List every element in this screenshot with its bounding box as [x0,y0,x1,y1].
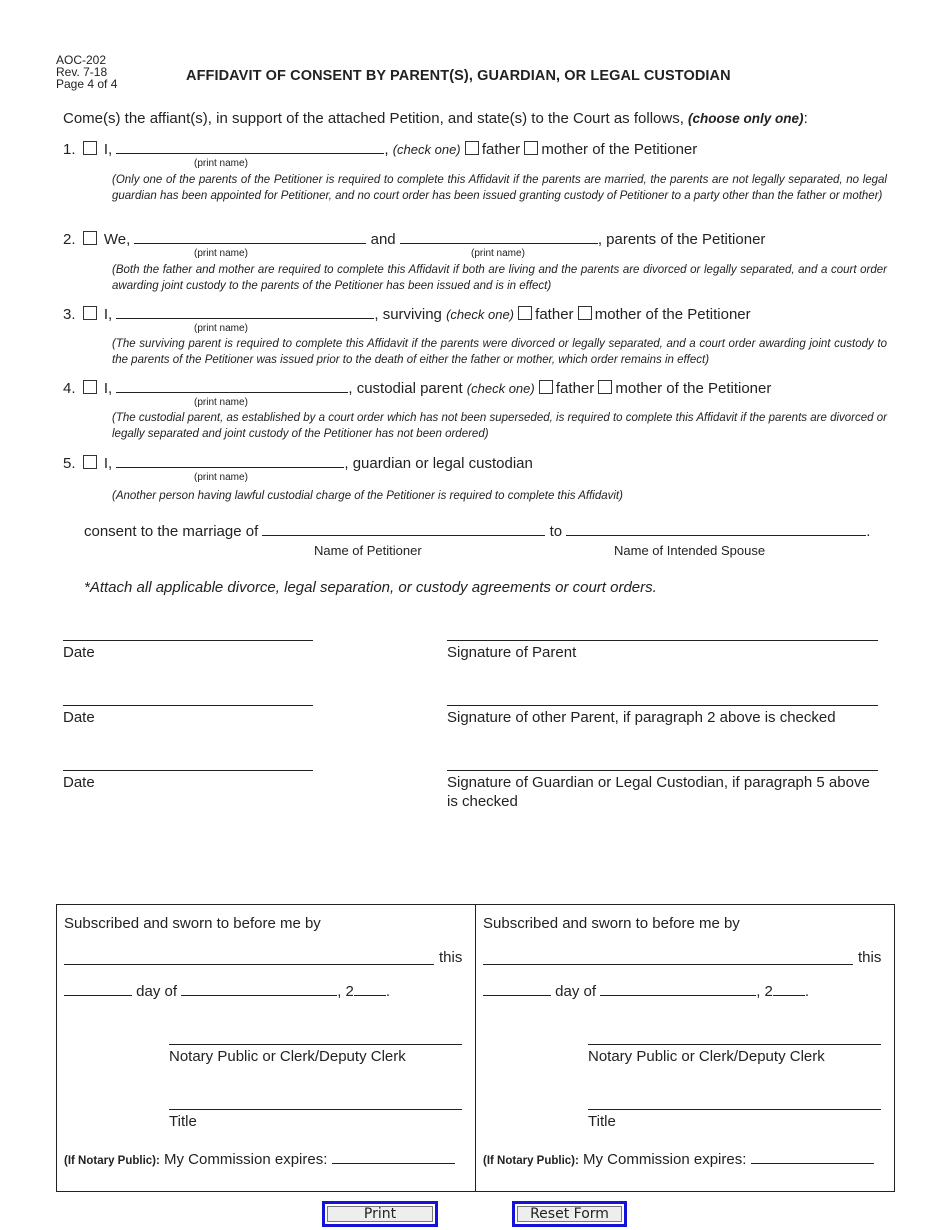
reset-form-button[interactable] [512,1201,627,1227]
intro-text [63,110,808,127]
commission-label: My Commission expires: [583,1151,747,1168]
option-3-checkbox[interactable] [83,306,97,320]
year-prefix: , 2 [756,983,773,1000]
notary-divider [475,905,476,1191]
option-4-row [63,380,771,397]
form-code: AOC-202 [56,53,107,67]
option-1-row: 1. I, , (check one) father mother of the Petitioner [63,141,698,158]
option-4-checkbox[interactable] [83,380,97,394]
option-pronoun: We, [103,231,131,248]
option-4-father-checkbox[interactable] [539,380,553,394]
option-2-row [63,231,765,248]
guardian-signature-line[interactable] [447,770,878,771]
option-5-row [63,455,533,472]
option-5-name-field[interactable] [116,467,344,468]
sworn-name-field-right[interactable] [483,964,853,965]
sworn-label-right: Subscribed and sworn to before me by [483,915,740,932]
option-3-suffix: , surviving [374,306,442,323]
option-2-note: (Both the father and mother are required to complete this Affidavit if both are living and the parents are divorced or legally separated, and a court order awarding joint custody to the parents of the Petitioner has been issued and is in effect) [112,264,887,292]
print-name-caption: (print name) [471,248,525,259]
sworn-label-left: Subscribed and sworn to before me by [64,915,321,932]
option-1-note: (Only one of the parents of the Petitioner is required to complete this Affidavit if the parents are married, the parents are not legally separated, no legal guardian has been appointed for Petitioner, and no court order has been issued granting custody of Petitioner to a party other than the father or mother) [112,174,887,202]
notary-label-left: Notary Public or Clerk/Deputy Clerk [169,1048,406,1065]
mother-label: mother of the Petitioner [541,141,698,158]
option-4-suffix: , custodial parent [348,380,463,397]
option-5-checkbox[interactable] [83,455,97,469]
month-field-left[interactable] [181,995,337,996]
date-label: Date [63,774,95,791]
mother-label: mother of the Petitioner [615,380,772,397]
option-number: 1. [63,141,76,158]
title-label-right: Title [588,1113,616,1130]
option-3-mother-checkbox[interactable] [578,306,592,320]
option-1-mother-checkbox[interactable] [524,141,538,155]
option-number: 2. [63,231,76,248]
commission-field-left[interactable] [332,1163,455,1164]
year-end: . [385,983,391,1000]
intended-spouse-name-field[interactable] [566,535,866,536]
option-1-checkbox[interactable] [83,141,97,155]
option-5-suffix: , guardian or legal custodian [344,455,533,472]
check-one-label: (check one) [466,381,535,396]
day-row-left [64,983,390,1000]
date-line-1[interactable] [63,640,313,641]
consent-row [84,523,870,540]
this-label-left: this [439,949,463,966]
option-number: 4. [63,380,76,397]
guardian-signature-label-line1: Signature of Guardian or Legal Custodian, if paragraph 5 above [447,774,870,791]
option-4-name-field[interactable] [116,392,348,393]
option-pronoun: I, [103,141,113,158]
if-notary-label: (If Notary Public): [64,1155,160,1167]
petitioner-name-field[interactable] [262,535,545,536]
option-number: 3. [63,306,76,323]
other-parent-signature-label: Signature of other Parent, if paragraph 2 above is checked [447,709,836,726]
print-name-caption: (print name) [194,158,248,169]
commission-label: My Commission expires: [164,1151,328,1168]
father-label: father [481,141,521,158]
intended-spouse-label: Name of Intended Spouse [614,543,766,558]
print-name-caption: (print name) [194,397,248,408]
intro-main: Come(s) the affiant(s), in support of the attached Petition, and state(s) to the Court as follows, [63,110,689,127]
page-title: AFFIDAVIT OF CONSENT BY PARENT(S), GUARDIAN, OR LEGAL CUSTODIAN [186,68,731,84]
title-line-right[interactable] [588,1109,881,1110]
option-3-row [63,306,751,323]
attach-note: *Attach all applicable divorce, legal separation, or custody agreements or court orders. [84,579,657,596]
father-label: father [535,306,574,323]
day-field-left[interactable] [64,995,132,996]
consent-end: . [866,523,871,540]
consent-prefix: consent to the marriage of [84,523,259,540]
day-row-right [483,983,809,1000]
option-number: 5. [63,455,76,472]
month-field-right[interactable] [600,995,756,996]
option-3-father-checkbox[interactable] [518,306,532,320]
year-field-right[interactable] [773,995,805,996]
if-notary-label: (If Notary Public): [483,1155,579,1167]
option-pronoun: I, [103,380,113,397]
and-label: and [370,231,396,248]
check-one-label: (check one) [392,142,461,157]
print-button[interactable] [322,1201,438,1227]
form-revision: Rev. 7-18 [56,65,108,79]
father-label: father [555,380,595,397]
option-2-suffix: , parents of the Petitioner [597,231,766,248]
intro-end: : [803,110,808,127]
day-field-right[interactable] [483,995,551,996]
commission-row-left [64,1151,455,1168]
mother-label: mother of the Petitioner [594,306,751,323]
option-1-name-field[interactable] [116,153,384,154]
title-label-left: Title [169,1113,197,1130]
option-pronoun: I, [103,455,113,472]
guardian-signature-label-line2: is checked [447,793,518,810]
option-pronoun: I, [103,306,113,323]
other-parent-signature-line[interactable] [447,705,878,706]
reset-button-label: Reset Form [517,1206,622,1222]
print-name-caption: (print name) [194,248,248,259]
year-field-left[interactable] [354,995,386,996]
notary-label-right: Notary Public or Clerk/Deputy Clerk [588,1048,825,1065]
option-2-checkbox[interactable] [83,231,97,245]
option-3-note: (The surviving parent is required to complete this Affidavit if the parents were divorced or legally separated, and a court order awarding joint custody to the parents of the Petitioner was issued prior to the death of either the father or mother, which order remains in effect) [112,338,887,366]
print-name-caption: (print name) [194,472,248,483]
intro-emphasis: (choose only one) [688,111,804,126]
option-4-mother-checkbox[interactable] [598,380,612,394]
parent-signature-line[interactable] [447,640,878,641]
date-line-2[interactable] [63,705,313,706]
option-4-note: (The custodial parent, as established by a court order which has not been superseded, is required to complete this Affidavit if the parents are divorced or legally separated and joint custody of the Petitioner has not been ordered) [112,412,887,440]
parent-signature-label: Signature of Parent [447,644,577,661]
this-label-right: this [858,949,882,966]
date-line-3[interactable] [63,770,313,771]
date-label: Date [63,709,95,726]
option-3-name-field[interactable] [116,318,374,319]
option-1-father-checkbox[interactable] [465,141,479,155]
notary-signature-line-right[interactable] [588,1044,881,1045]
page-number: Page 4 of 4 [56,77,118,91]
day-of-label: day of [555,983,597,1000]
title-line-left[interactable] [169,1109,462,1110]
day-of-label: day of [136,983,178,1000]
notary-signature-line-left[interactable] [169,1044,462,1045]
sworn-name-field-left[interactable] [64,964,434,965]
consent-to: to [549,523,563,540]
option-2-name-field-1[interactable] [134,243,366,244]
check-one-label: (check one) [446,307,514,322]
petitioner-label: Name of Petitioner [314,543,422,558]
print-button-label: Print [327,1206,433,1222]
print-name-caption: (print name) [194,323,248,334]
date-label: Date [63,644,95,661]
year-end: . [804,983,810,1000]
option-5-note: (Another person having lawful custodial charge of the Petitioner is required to complete this Affidavit) [112,490,623,502]
commission-row-right [483,1151,874,1168]
commission-field-right[interactable] [751,1163,874,1164]
year-prefix: , 2 [337,983,354,1000]
option-2-name-field-2[interactable] [400,243,598,244]
